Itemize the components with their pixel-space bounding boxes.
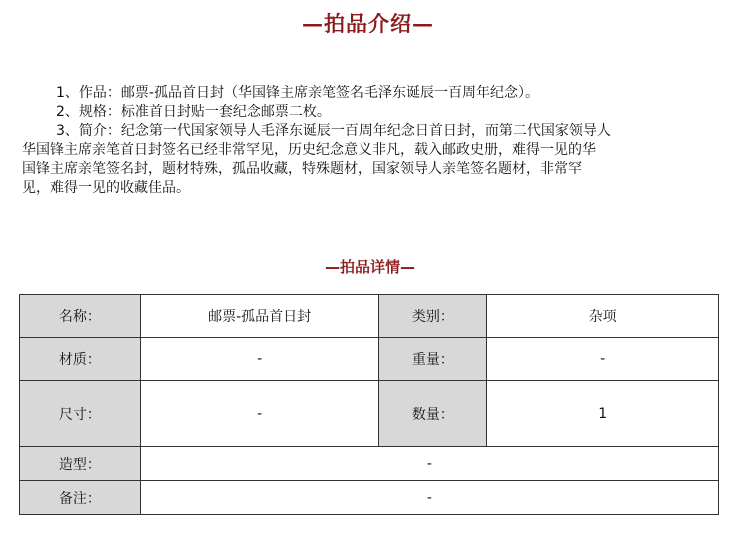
intro-summary-line-4: 见，难得一见的收藏佳品。 <box>22 180 190 196</box>
shape-value: - <box>140 447 718 481</box>
details-title: —拍品详情— <box>324 258 415 276</box>
intro-summary-line-3: 国锋主席亲笔签名封，题材特殊，孤品收藏，特殊题材，国家领导人亲笔签名题材，非常罕 <box>22 161 582 177</box>
intro-summary-line-2: 华国锋主席亲笔首日封签名已经非常罕见，历史纪念意义非凡，载入邮政史册，难得一见的华 <box>22 142 596 158</box>
table-row <box>20 481 719 515</box>
intro-summary-line-1: 3、简介：纪念第一代国家领导人毛泽东诞辰一百周年纪念日首日封，而第二代国家领导人 <box>56 123 611 139</box>
remark-value: - <box>140 481 718 515</box>
table-row <box>20 381 719 447</box>
intro-section <box>22 84 722 198</box>
table-row <box>20 295 719 338</box>
category-value: 杂项 <box>487 295 719 338</box>
name-label: 名称： <box>20 295 141 338</box>
name-value: 邮票-孤品首日封 <box>140 295 379 338</box>
size-value: - <box>140 381 379 447</box>
material-label: 材质： <box>20 338 141 381</box>
size-label: 尺寸： <box>20 381 141 447</box>
material-value: - <box>140 338 379 381</box>
intro-artwork-line: 1、作品：邮票-孤品首日封（华国锋主席亲笔签名毛泽东诞辰一百周年纪念）。 <box>56 85 539 101</box>
intro-spec-line: 2、规格：标准首日封贴一套纪念邮票二枚。 <box>56 104 331 120</box>
quantity-label: 数量： <box>379 381 487 447</box>
page-title: —拍品介绍— <box>302 11 434 36</box>
details-table <box>19 294 719 515</box>
quantity-value: 1 <box>487 381 719 447</box>
weight-label: 重量： <box>379 338 487 381</box>
weight-value: - <box>487 338 719 381</box>
table-row <box>20 447 719 481</box>
table-row <box>20 338 719 381</box>
category-label: 类别： <box>379 295 487 338</box>
shape-label: 造型： <box>20 447 141 481</box>
remark-label: 备注： <box>20 481 141 515</box>
